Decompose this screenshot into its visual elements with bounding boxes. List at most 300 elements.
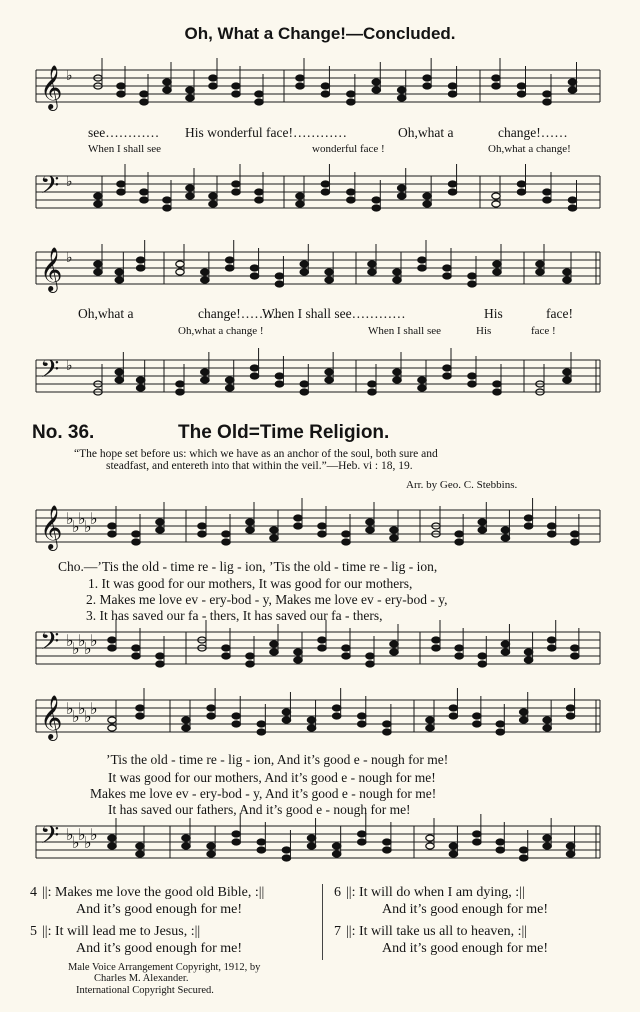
flat-icon: ♭ bbox=[78, 699, 86, 718]
note-head bbox=[520, 709, 528, 715]
flat-icon: ♭ bbox=[84, 833, 92, 852]
note-head bbox=[418, 265, 426, 271]
note-head bbox=[473, 713, 481, 719]
note-head bbox=[321, 181, 329, 187]
note-head bbox=[108, 725, 116, 731]
note-head bbox=[307, 835, 315, 841]
note-head bbox=[232, 91, 240, 97]
note-head bbox=[418, 385, 426, 391]
note-head bbox=[571, 653, 579, 659]
note-head bbox=[209, 193, 217, 199]
note-head bbox=[207, 705, 215, 711]
lyric-row2-e: face! bbox=[546, 306, 573, 321]
treble-clef-icon: 𝄞 bbox=[40, 65, 63, 109]
note-head bbox=[186, 185, 194, 191]
lyric-row2-b: change!……… bbox=[198, 306, 282, 321]
verse-row2-v1: It was good for our mothers, And it’s good e - nough for me! bbox=[108, 770, 436, 785]
arranger-credit: Arr. by Geo. C. Stebbins. bbox=[406, 479, 518, 491]
lyric-row1-b: His wonderful face!………… bbox=[185, 125, 347, 140]
lyric-row1-small-b: wonderful face ! bbox=[312, 143, 385, 155]
note-head bbox=[571, 645, 579, 651]
note-head bbox=[342, 645, 350, 651]
note-head bbox=[136, 265, 144, 271]
note-head bbox=[325, 377, 333, 383]
note-head bbox=[163, 197, 171, 203]
bass-clef-icon: 𝄢 bbox=[40, 171, 60, 206]
note-head bbox=[201, 369, 209, 375]
note-head bbox=[418, 377, 426, 383]
note-head bbox=[548, 523, 556, 529]
note-head bbox=[108, 637, 116, 643]
hymn-title: The Old=Time Religion. bbox=[178, 422, 390, 443]
note-head bbox=[232, 189, 240, 195]
lyric-row1-small-a: When I shall see bbox=[88, 143, 161, 155]
note-head bbox=[136, 377, 144, 383]
note-head bbox=[140, 189, 148, 195]
note-head bbox=[520, 847, 528, 853]
flat-icon: ♭ bbox=[72, 517, 80, 536]
flat-icon: ♭ bbox=[84, 639, 92, 658]
note-head bbox=[226, 257, 234, 263]
note-head bbox=[282, 717, 290, 723]
note-head bbox=[186, 193, 194, 199]
note-head bbox=[201, 277, 209, 283]
note-head bbox=[520, 717, 528, 723]
note-head bbox=[455, 645, 463, 651]
stanza-6-num: 6 bbox=[334, 885, 341, 900]
note-head bbox=[398, 95, 406, 101]
note-head bbox=[524, 649, 532, 655]
note-head bbox=[478, 519, 486, 525]
note-head bbox=[226, 385, 234, 391]
flat-icon: ♭ bbox=[84, 517, 92, 536]
note-head bbox=[294, 523, 302, 529]
note-head bbox=[493, 269, 501, 275]
note-head bbox=[468, 273, 476, 279]
note-head bbox=[358, 831, 366, 837]
note-head bbox=[232, 83, 240, 89]
note-head bbox=[443, 265, 451, 271]
flat-icon: ♭ bbox=[66, 825, 74, 844]
note-head bbox=[201, 377, 209, 383]
stanza-4-line2: And it’s good enough for me! bbox=[76, 902, 243, 917]
note-head bbox=[307, 843, 315, 849]
note-head bbox=[568, 87, 576, 93]
note-head bbox=[108, 843, 116, 849]
lyric-row2-small-b: When I shall see bbox=[368, 325, 441, 337]
note-head bbox=[232, 831, 240, 837]
note-head bbox=[366, 519, 374, 525]
note-head bbox=[115, 269, 123, 275]
note-head bbox=[176, 269, 184, 275]
flat-icon: ♭ bbox=[78, 631, 86, 650]
note-head bbox=[492, 83, 500, 89]
note-head bbox=[524, 523, 532, 529]
note-head bbox=[548, 637, 556, 643]
stanza-5-num: 5 bbox=[30, 924, 37, 939]
note-head bbox=[325, 277, 333, 283]
note-head bbox=[372, 205, 380, 211]
note-head bbox=[332, 713, 340, 719]
hymn-number: No. 36. bbox=[32, 422, 95, 443]
verse-row1-chorus: Cho.—’Tis the old - time re - lig - ion, ’Tis the old - time re - lig - ion, bbox=[58, 559, 438, 574]
note-head bbox=[517, 83, 525, 89]
note-head bbox=[347, 197, 355, 203]
note-head bbox=[94, 201, 102, 207]
note-head bbox=[250, 365, 258, 371]
note-head bbox=[222, 645, 230, 651]
note-head bbox=[432, 645, 440, 651]
note-head bbox=[366, 653, 374, 659]
flat-icon: ♭ bbox=[90, 631, 98, 650]
note-head bbox=[226, 265, 234, 271]
note-head bbox=[426, 843, 434, 849]
note-head bbox=[115, 277, 123, 283]
note-head bbox=[222, 539, 230, 545]
note-head bbox=[390, 641, 398, 647]
note-head bbox=[307, 717, 315, 723]
note-head bbox=[275, 273, 283, 279]
note-head bbox=[246, 661, 254, 667]
note-head bbox=[250, 373, 258, 379]
note-head bbox=[492, 193, 500, 199]
note-head bbox=[136, 705, 144, 711]
lyric-row2-d: His bbox=[484, 306, 503, 321]
note-head bbox=[398, 185, 406, 191]
note-head bbox=[543, 843, 551, 849]
note-head bbox=[478, 661, 486, 667]
note-head bbox=[517, 181, 525, 187]
note-head bbox=[448, 83, 456, 89]
stanza-7-line2: And it’s good enough for me! bbox=[382, 941, 549, 956]
note-head bbox=[156, 661, 164, 667]
note-head bbox=[347, 99, 355, 105]
note-head bbox=[257, 721, 265, 727]
lyric-row2-small-a: Oh,what a change ! bbox=[178, 325, 264, 337]
note-head bbox=[347, 91, 355, 97]
note-head bbox=[108, 523, 116, 529]
bass-clef-icon: 𝄢 bbox=[40, 821, 60, 856]
note-head bbox=[543, 99, 551, 105]
note-head bbox=[255, 197, 263, 203]
note-head bbox=[300, 261, 308, 267]
note-head bbox=[423, 193, 431, 199]
note-head bbox=[443, 273, 451, 279]
note-head bbox=[108, 835, 116, 841]
note-head bbox=[423, 75, 431, 81]
note-head bbox=[136, 843, 144, 849]
flat-icon: ♭ bbox=[78, 509, 86, 528]
note-head bbox=[270, 535, 278, 541]
note-head bbox=[198, 523, 206, 529]
note-head bbox=[563, 269, 571, 275]
note-head bbox=[201, 269, 209, 275]
stanza-6-line1: ||: It will do when I am dying, :|| bbox=[346, 885, 525, 900]
note-head bbox=[366, 527, 374, 533]
note-head bbox=[163, 205, 171, 211]
note-head bbox=[524, 515, 532, 521]
flat-icon: ♭ bbox=[90, 509, 98, 528]
bass-clef-icon: 𝄢 bbox=[40, 355, 60, 390]
section-title: Oh, What a Change!—Concluded. bbox=[184, 24, 456, 43]
note-head bbox=[140, 99, 148, 105]
note-head bbox=[296, 75, 304, 81]
note-head bbox=[136, 851, 144, 857]
note-head bbox=[449, 705, 457, 711]
note-head bbox=[176, 381, 184, 387]
lyric-row1-d: change!…… bbox=[498, 125, 568, 140]
note-head bbox=[468, 281, 476, 287]
note-head bbox=[282, 855, 290, 861]
note-head bbox=[163, 79, 171, 85]
note-head bbox=[207, 713, 215, 719]
note-head bbox=[257, 847, 265, 853]
note-head bbox=[501, 535, 509, 541]
note-head bbox=[418, 257, 426, 263]
note-head bbox=[325, 269, 333, 275]
flat-icon: ♭ bbox=[66, 509, 74, 528]
note-head bbox=[524, 657, 532, 663]
note-head bbox=[423, 201, 431, 207]
note-head bbox=[383, 729, 391, 735]
note-head bbox=[270, 649, 278, 655]
note-head bbox=[432, 637, 440, 643]
note-head bbox=[563, 377, 571, 383]
note-head bbox=[246, 527, 254, 533]
note-head bbox=[186, 95, 194, 101]
note-head bbox=[132, 645, 140, 651]
note-head bbox=[368, 389, 376, 395]
note-head bbox=[270, 527, 278, 533]
note-head bbox=[448, 181, 456, 187]
note-head bbox=[176, 389, 184, 395]
note-head bbox=[132, 539, 140, 545]
note-head bbox=[115, 377, 123, 383]
note-head bbox=[156, 527, 164, 533]
note-head bbox=[300, 381, 308, 387]
note-head bbox=[443, 365, 451, 371]
note-head bbox=[156, 653, 164, 659]
note-head bbox=[448, 189, 456, 195]
note-head bbox=[449, 843, 457, 849]
flat-icon: ♭ bbox=[72, 639, 80, 658]
note-head bbox=[372, 197, 380, 203]
note-head bbox=[296, 193, 304, 199]
note-head bbox=[296, 83, 304, 89]
flat-icon: ♭ bbox=[66, 631, 74, 650]
epigraph-line-1: “The hope set before us: which we have as an anchor of the soul, both sure and bbox=[74, 448, 438, 460]
note-head bbox=[321, 91, 329, 97]
note-head bbox=[300, 389, 308, 395]
copyright-line-1: Male Voice Arrangement Copyright, 1912, by bbox=[68, 962, 261, 973]
note-head bbox=[332, 843, 340, 849]
note-head bbox=[520, 855, 528, 861]
note-head bbox=[390, 535, 398, 541]
note-head bbox=[493, 381, 501, 387]
note-head bbox=[94, 193, 102, 199]
note-head bbox=[342, 539, 350, 545]
note-head bbox=[232, 721, 240, 727]
note-head bbox=[393, 369, 401, 375]
note-head bbox=[496, 721, 504, 727]
note-head bbox=[543, 189, 551, 195]
note-head bbox=[275, 373, 283, 379]
note-head bbox=[390, 527, 398, 533]
note-head bbox=[156, 519, 164, 525]
note-head bbox=[426, 835, 434, 841]
note-head bbox=[390, 649, 398, 655]
note-head bbox=[543, 197, 551, 203]
note-head bbox=[232, 839, 240, 845]
note-head bbox=[132, 531, 140, 537]
stanza-4-line1: ||: Makes me love the good old Bible, :|| bbox=[42, 885, 265, 900]
note-head bbox=[571, 531, 579, 537]
lyric-row1-a: see………… bbox=[88, 125, 160, 140]
note-head bbox=[132, 653, 140, 659]
note-head bbox=[548, 531, 556, 537]
epigraph-line-2: steadfast, and entereth into that within the veil.”—Heb. vi : 18, 19. bbox=[106, 460, 413, 472]
note-head bbox=[294, 649, 302, 655]
note-head bbox=[318, 645, 326, 651]
note-head bbox=[571, 539, 579, 545]
note-head bbox=[496, 847, 504, 853]
note-head bbox=[294, 657, 302, 663]
verse-row1-v3: 3. It has saved our fa - thers, It has saved our fa - thers, bbox=[86, 608, 383, 623]
lyric-row1-c: Oh,what a bbox=[398, 125, 454, 140]
note-head bbox=[296, 201, 304, 207]
note-head bbox=[332, 705, 340, 711]
note-head bbox=[383, 847, 391, 853]
note-head bbox=[108, 717, 116, 723]
note-head bbox=[455, 539, 463, 545]
note-head bbox=[566, 843, 574, 849]
note-head bbox=[563, 277, 571, 283]
flat-icon: ♭ bbox=[72, 707, 80, 726]
treble-clef-icon: 𝄞 bbox=[40, 505, 63, 549]
stanza-5-line2: And it’s good enough for me! bbox=[76, 941, 243, 956]
lyric-row1-small-c: Oh,what a change! bbox=[488, 143, 571, 155]
verse-row2-v2: Makes me love ev - ery-bod - y, And it’s good e - nough for me! bbox=[90, 786, 437, 801]
note-head bbox=[182, 835, 190, 841]
note-head bbox=[383, 721, 391, 727]
note-head bbox=[136, 713, 144, 719]
note-head bbox=[501, 527, 509, 533]
note-head bbox=[318, 523, 326, 529]
note-head bbox=[226, 377, 234, 383]
note-head bbox=[358, 839, 366, 845]
note-head bbox=[358, 721, 366, 727]
stanza-7-num: 7 bbox=[334, 924, 341, 939]
note-head bbox=[426, 717, 434, 723]
note-head bbox=[275, 281, 283, 287]
note-head bbox=[448, 91, 456, 97]
note-head bbox=[140, 91, 148, 97]
note-head bbox=[449, 851, 457, 857]
note-head bbox=[325, 369, 333, 375]
note-head bbox=[543, 835, 551, 841]
note-head bbox=[568, 197, 576, 203]
note-head bbox=[163, 87, 171, 93]
note-head bbox=[300, 269, 308, 275]
note-head bbox=[566, 713, 574, 719]
note-head bbox=[443, 373, 451, 379]
note-head bbox=[468, 381, 476, 387]
note-head bbox=[393, 277, 401, 283]
note-head bbox=[568, 205, 576, 211]
note-head bbox=[368, 269, 376, 275]
note-head bbox=[182, 717, 190, 723]
note-head bbox=[368, 381, 376, 387]
note-head bbox=[209, 83, 217, 89]
note-head bbox=[473, 831, 481, 837]
note-head bbox=[176, 261, 184, 267]
note-head bbox=[566, 705, 574, 711]
stanza-4-num: 4 bbox=[30, 885, 37, 900]
flat-icon: ♭ bbox=[72, 833, 80, 852]
flat-icon: ♭ bbox=[66, 699, 74, 718]
note-head bbox=[372, 87, 380, 93]
note-head bbox=[517, 91, 525, 97]
note-head bbox=[115, 369, 123, 375]
note-head bbox=[209, 75, 217, 81]
lyric-row2-c: When I shall see………… bbox=[262, 306, 406, 321]
note-head bbox=[496, 839, 504, 845]
note-head bbox=[207, 843, 215, 849]
note-head bbox=[108, 645, 116, 651]
note-head bbox=[536, 261, 544, 267]
note-head bbox=[94, 261, 102, 267]
stanza-7-line1: ||: It will take us all to heaven, :|| bbox=[346, 924, 528, 939]
note-head bbox=[493, 261, 501, 267]
note-head bbox=[117, 91, 125, 97]
note-head bbox=[198, 531, 206, 537]
note-head bbox=[566, 851, 574, 857]
note-head bbox=[275, 381, 283, 387]
note-head bbox=[393, 269, 401, 275]
lyric-row2-a: Oh,what a bbox=[78, 306, 134, 321]
flat-icon: ♭ bbox=[66, 358, 73, 374]
copyright-line-3: International Copyright Secured. bbox=[76, 985, 214, 996]
note-head bbox=[321, 83, 329, 89]
note-head bbox=[250, 265, 258, 271]
flat-icon: ♭ bbox=[78, 825, 86, 844]
note-head bbox=[517, 189, 525, 195]
note-head bbox=[282, 709, 290, 715]
note-head bbox=[398, 193, 406, 199]
flat-icon: ♭ bbox=[90, 825, 98, 844]
note-head bbox=[255, 91, 263, 97]
copyright-line-2: Charles M. Alexander. bbox=[94, 973, 189, 984]
note-head bbox=[342, 531, 350, 537]
note-head bbox=[449, 713, 457, 719]
note-head bbox=[398, 87, 406, 93]
note-head bbox=[232, 713, 240, 719]
note-head bbox=[455, 531, 463, 537]
note-head bbox=[492, 201, 500, 207]
note-head bbox=[358, 713, 366, 719]
note-head bbox=[232, 181, 240, 187]
bass-clef-icon: 𝄢 bbox=[40, 627, 60, 662]
note-head bbox=[257, 729, 265, 735]
note-head bbox=[207, 851, 215, 857]
note-head bbox=[257, 839, 265, 845]
flat-icon: ♭ bbox=[66, 68, 73, 84]
flat-icon: ♭ bbox=[84, 707, 92, 726]
note-head bbox=[117, 181, 125, 187]
verse-row2-v3: It has saved our fathers, And it’s good e - nough for me! bbox=[108, 802, 411, 817]
stanza-divider bbox=[322, 884, 323, 960]
note-head bbox=[117, 83, 125, 89]
